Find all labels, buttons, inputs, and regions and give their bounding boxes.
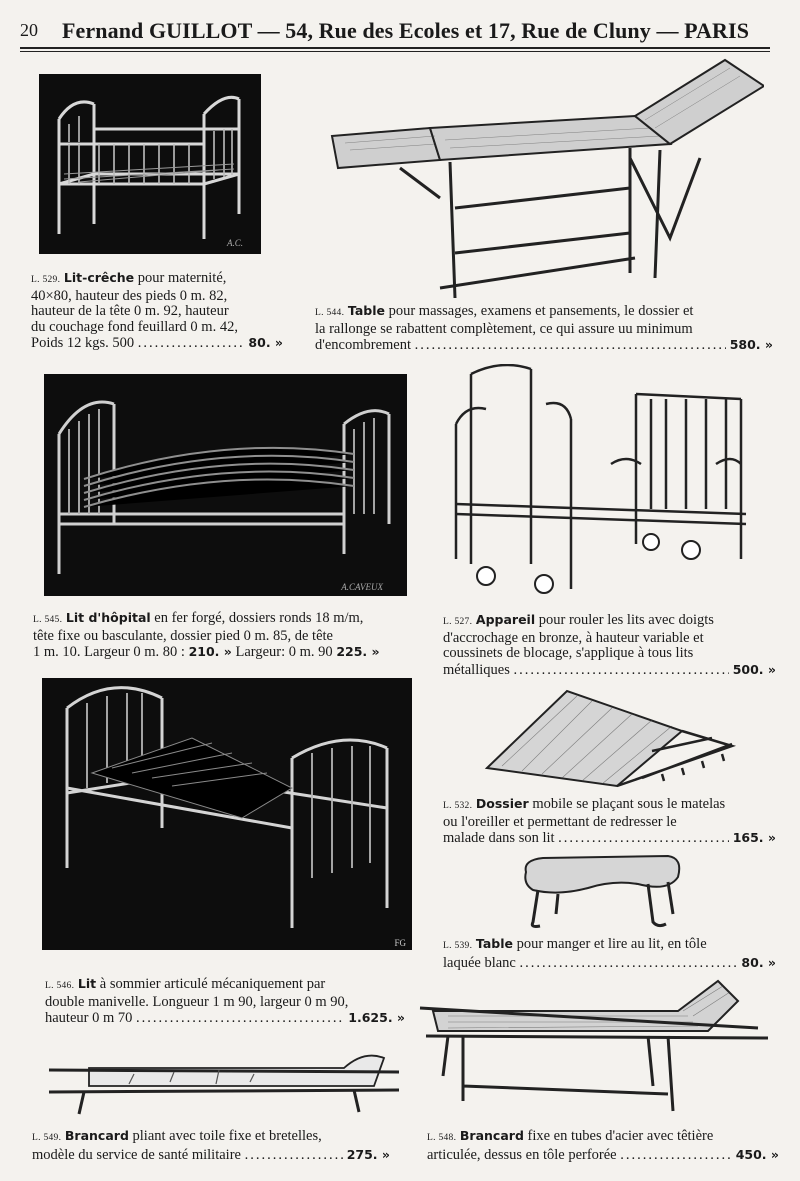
- price: 1.625. »: [348, 1010, 405, 1025]
- photo-signature: FG: [394, 938, 406, 948]
- photo-signature: A.CAVEUX: [341, 582, 383, 592]
- hospital-bed-photo: [44, 374, 407, 596]
- header-rule: [20, 47, 770, 49]
- description-line: hauteur 0 m 70: [45, 1010, 133, 1026]
- folding-stretcher-drawing: [44, 1046, 404, 1120]
- fixed-stretcher-drawing: [418, 976, 774, 1118]
- price: 210. »: [188, 644, 232, 659]
- price: 80. »: [741, 954, 776, 970]
- caption-l529: [31, 270, 283, 352]
- photo-signature: A.C.: [226, 238, 243, 248]
- header-rule-thin: [20, 51, 770, 52]
- product-name: Lit d'hôpital: [65, 610, 151, 625]
- caption-l545: [33, 610, 413, 661]
- page-title: Fernand GUILLOT — 54, Rue des Ecoles et 17, Rue de Cluny — PARIS: [62, 18, 750, 43]
- product-name: Brancard: [64, 1128, 129, 1143]
- description-line: ou l'oreiller et permettant de redresser le: [443, 814, 677, 830]
- description-line: 40×80, hauteur des pieds 0 m. 82,: [31, 288, 228, 304]
- description-line: Poids 12 kgs. 500: [31, 335, 135, 351]
- caption-l546: [45, 976, 405, 1027]
- caption-l532: [443, 796, 776, 847]
- description-line: métalliques: [443, 661, 510, 678]
- description-line: articulée, dessus en tôle perforée: [427, 1146, 617, 1163]
- price: 80. »: [248, 335, 283, 350]
- product-name: Brancard: [459, 1128, 524, 1143]
- crib-photo: [39, 74, 261, 254]
- backrest-drawing: [482, 686, 738, 790]
- ref-number: L. 527.: [443, 617, 473, 627]
- description-line: d'encombrement: [315, 337, 412, 353]
- articulated-bed-photo: [42, 678, 412, 950]
- ref-number: L. 545.: [33, 615, 63, 625]
- product-name: Lit: [77, 976, 97, 991]
- caption-l548: [427, 1128, 779, 1163]
- product-name: Lit-crêche: [63, 270, 135, 285]
- page-number: 20: [20, 20, 38, 40]
- caption-l549: [32, 1128, 390, 1163]
- bed-rolling-device-drawing: [446, 364, 764, 600]
- description-line: modèle du service de santé militaire: [32, 1146, 241, 1163]
- price: 450. »: [735, 1146, 779, 1162]
- description-line: malade dans son lit: [443, 830, 555, 846]
- description-line: pour rouler les lits avec doigts: [538, 612, 714, 628]
- ref-number: L. 529.: [31, 275, 61, 285]
- bed-table-drawing: [518, 852, 688, 930]
- description-line: tête fixe ou basculante, dossier pied 0 m. 85, de tête: [33, 628, 333, 644]
- price: 225. »: [336, 644, 380, 659]
- product-name: Appareil: [475, 612, 536, 627]
- product-name: Dossier: [475, 796, 529, 811]
- caption-l544: [315, 303, 773, 354]
- description-line: double manivelle. Longueur 1 m 90, largeur 0 m 90,: [45, 994, 349, 1010]
- description-line: coussinets de blocage, s'applique à tous lits: [443, 646, 694, 661]
- ref-number: L. 539.: [443, 941, 473, 951]
- description-line: en fer forgé, dossiers ronds 18 m/m,: [154, 610, 364, 626]
- product-name: Table: [347, 303, 385, 318]
- description-line: hauteur de la tête 0 m. 92, hauteur: [31, 304, 229, 319]
- price: 500. »: [732, 661, 776, 677]
- description-line: Largeur: 0 m. 90: [235, 644, 333, 660]
- description-line: mobile se plaçant sous le matelas: [532, 796, 726, 812]
- description-line: pour manger et lire au lit, en tôle: [516, 936, 707, 952]
- description-line: pliant avec toile fixe et bretelles,: [132, 1128, 322, 1144]
- product-name: Table: [475, 936, 513, 951]
- description-line: pour massages, examens et pansements, le dossier et: [388, 303, 694, 319]
- description-line: d'accrochage en bronze, à hauteur variable et: [443, 630, 704, 646]
- description-line: 1 m. 10. Largeur 0 m. 80 :: [33, 644, 185, 660]
- caption-l539: [443, 936, 776, 971]
- price: 580. »: [729, 337, 773, 352]
- description-line: laquée blanc: [443, 954, 516, 971]
- ref-number: L. 532.: [443, 801, 473, 811]
- ref-number: L. 549.: [32, 1133, 62, 1143]
- description-line: du couchage fond feuillard 0 m. 42,: [31, 319, 238, 335]
- description-line: pour maternité,: [137, 270, 227, 286]
- massage-table-drawing: [330, 58, 764, 306]
- price: 275. »: [346, 1146, 390, 1162]
- description-line: la rallonge se rabattent complètement, ce qui assure uu minimum: [315, 321, 693, 337]
- caption-l527: [443, 612, 776, 678]
- page-header: [20, 14, 770, 48]
- description-line: à sommier articulé mécaniquement par: [99, 976, 326, 992]
- price: 165. »: [732, 830, 776, 845]
- ref-number: L. 548.: [427, 1133, 457, 1143]
- ref-number: L. 544.: [315, 308, 345, 318]
- ref-number: L. 546.: [45, 981, 75, 991]
- description-line: fixe en tubes d'acier avec têtière: [527, 1128, 714, 1144]
